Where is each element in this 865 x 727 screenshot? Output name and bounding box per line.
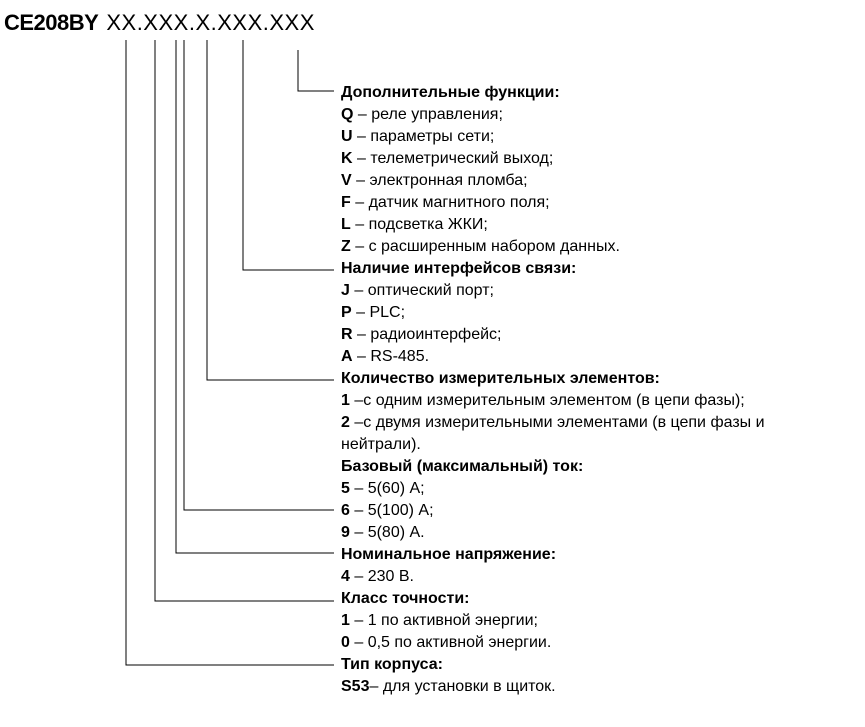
option-code: 9: [341, 524, 350, 541]
option-description: – PLC;: [351, 304, 406, 321]
legend: [341, 82, 765, 698]
option-code: 1: [341, 392, 350, 409]
model-name: CE208BY: [4, 10, 99, 35]
option-item: [341, 170, 765, 192]
option-description: – параметры сети;: [352, 128, 495, 145]
option-item: [341, 412, 765, 434]
option-description: – 5(80) А.: [349, 524, 425, 541]
option-item: [341, 632, 765, 654]
option-item: [341, 390, 765, 412]
option-description: – подсветка ЖКИ;: [350, 216, 488, 233]
option-code: V: [341, 172, 352, 189]
section-heading-accuracy-class: Класс точности:: [341, 590, 470, 607]
option-description: – радиоинтерфейс;: [352, 326, 502, 343]
option-code: 5: [341, 480, 350, 497]
section-heading-interfaces: Наличие интерфейсов связи:: [341, 260, 577, 277]
section-heading-additional-functions: Дополнительные функции:: [341, 84, 560, 101]
option-code: K: [341, 150, 353, 167]
option-item: [341, 500, 765, 522]
section-heading-current: Базовый (максимальный) ток:: [341, 458, 584, 475]
option-item: [341, 236, 765, 258]
option-description: – датчик магнитного поля;: [350, 194, 550, 211]
option-item: [341, 434, 765, 456]
option-item: [341, 214, 765, 236]
option-item: [341, 346, 765, 368]
option-code: 4: [341, 568, 350, 585]
connector-additional-functions: [298, 50, 334, 91]
option-item: [341, 324, 765, 346]
option-description: – 230 В.: [349, 568, 414, 585]
option-description: –с двумя измерительными элементами (в цепи фазы и: [349, 414, 765, 431]
option-code: P: [341, 304, 352, 321]
option-description: – оптический порт;: [349, 282, 494, 299]
option-item: [341, 104, 765, 126]
option-item: [341, 280, 765, 302]
option-code: L: [341, 216, 351, 233]
option-description: –с одним измерительным элементом (в цепи фазы);: [349, 392, 745, 409]
option-description: – 5(100) А;: [349, 502, 434, 519]
option-description: – электронная пломба;: [351, 172, 528, 189]
connector-interfaces: [243, 40, 334, 270]
option-item: [341, 610, 765, 632]
option-item: [341, 148, 765, 170]
option-code: A: [341, 348, 353, 365]
section-heading-housing-type: Тип корпуса:: [341, 656, 443, 673]
option-code: J: [341, 282, 350, 299]
option-item: [341, 522, 765, 544]
connector-accuracy-class: [155, 40, 334, 601]
option-code: Q: [341, 106, 354, 123]
option-description: – 0,5 по активной энергии.: [349, 634, 552, 651]
option-code: Z: [341, 238, 351, 255]
option-code: 6: [341, 502, 350, 519]
option-code: F: [341, 194, 351, 211]
model-code-pattern: XX.XXX.X.XXX.XXX: [106, 10, 315, 35]
option-description: – 1 по активной энергии;: [349, 612, 538, 629]
section-heading-measuring-elements: Количество измерительных элементов:: [341, 370, 660, 387]
option-description: – 5(60) А;: [349, 480, 425, 497]
option-description: – телеметрический выход;: [352, 150, 554, 167]
option-code: U: [341, 128, 353, 145]
option-item: [341, 566, 765, 588]
option-description: – RS-485.: [352, 348, 430, 365]
option-description: – реле управления;: [353, 106, 503, 123]
option-code: 1: [341, 612, 350, 629]
connector-voltage: [176, 40, 334, 553]
option-item: [341, 478, 765, 500]
option-item: [341, 192, 765, 214]
option-code: R: [341, 326, 353, 343]
option-item: [341, 126, 765, 148]
option-description: нейтрали).: [341, 436, 421, 453]
option-item: [341, 676, 765, 698]
option-description: – для установки в щиток.: [369, 678, 556, 695]
option-code: 0: [341, 634, 350, 651]
option-description: – с расширенным набором данных.: [350, 238, 620, 255]
connector-housing-type: [126, 40, 334, 665]
option-code: S53: [341, 678, 370, 695]
section-heading-voltage: Номинальное напряжение:: [341, 546, 557, 563]
option-item: [341, 302, 765, 324]
option-code: 2: [341, 414, 350, 431]
